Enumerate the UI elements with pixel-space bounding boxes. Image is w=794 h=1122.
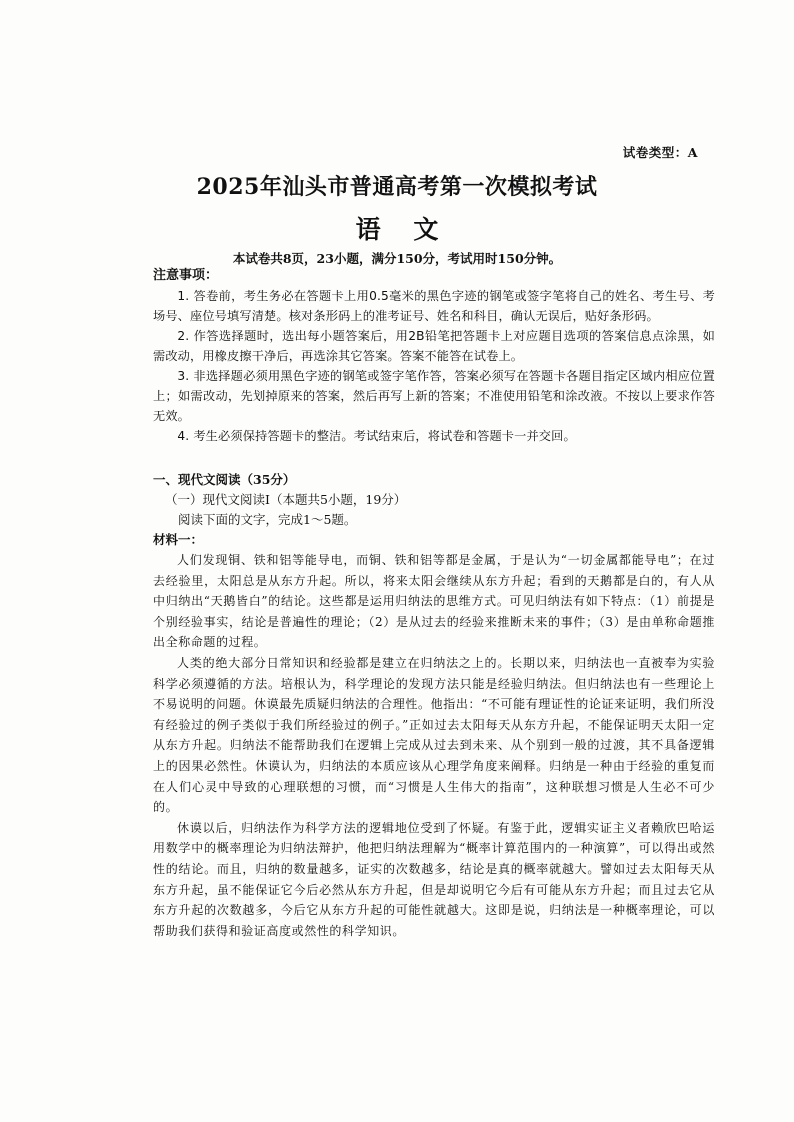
exam-title: 2025年汕头市普通高考第一次模拟考试 (196, 174, 598, 200)
notice-item: 2. 作答选择题时，选出每小题答案后，用2B铅笔把答题卡上对应题目选项的答案信息点涂黑，如需改动，用橡皮擦干净后，再选涂其它答案。答案不能答在试卷上。 (153, 329, 715, 363)
paper-type-label: 试卷类型：A (622, 145, 698, 160)
exam-info: 本试卷共8页，23小题，满分150分，考试用时150分钟。 (232, 251, 562, 266)
notice-item: 4. 考生必须保持答题卡的整洁。考试结束后，将试卷和答题卡一并交回。 (177, 429, 576, 443)
section-spacer (153, 446, 715, 470)
material-label: 材料一： (153, 532, 204, 547)
subject-title: 语 文 (355, 215, 451, 244)
notice-item: 3. 非选择题必须用黑色字迹的钢笔或签字笔作答，答案必须写在答题卡各题目指定区域内相应位置上；如需改动，先划掉原来的答案，然后再写上新的答案；不准使用铅笔和涂改液。不按以上要求作答无效。 (153, 369, 715, 423)
material-paragraph: 人们发现铜、铁和铝等能导电，而铜、铁和铝等都是金属，于是认为“一切金属都能导电”；在过去经验里，太阳总是从东方升起。所以，将来太阳会继续从东方升起；看到的天鹅都是白的，有人从中归纳出“天鹅皆白”的结论。这些都是运用归纳法的思维方式。可见归纳法有如下特点：（1）前提是个别经验事实，结论是普遍性的理论；（2）是从过去的经验来推断未来的事件；（3）是由单称命题推出全称命题的过程。 (153, 553, 715, 650)
page-content (153, 266, 715, 941)
material-paragraph: 人类的绝大部分日常知识和经验都是建立在归纳法之上的。长期以来，归纳法也一直被奉为实验科学必须遵循的方法。培根认为，科学理论的发现方法只能是经验归纳法。但归纳法也有一些理论上不易说明的问题。休谟最先质疑归纳法的合理性。他指出：“不可能有理证性的论证来证明，我们所没有经验过的例子类似于我们所经验过的例子。”正如过去太阳每天从东方升起，不能保证明天太阳一定从东方升起。归纳法不能帮助我们在逻辑上完成从过去到未来、从个别到一般的过渡，其不具备逻辑上的因果必然性。休谟认为，归纳法的本质应该从心理学角度来阐释。归纳是一种由于经验的重复而在人们心灵中导致的心理联想的习惯，而“习惯是人生伟大的指南”，这种联想习惯是人生必不可少的。 (153, 655, 715, 815)
notice-item: 1. 答卷前，考生务必在答题卡上用0.5毫米的黑色字迹的钢笔或签字笔将自己的姓名、考生号、考场号、座位号填写清楚。核对条形码上的准考证号、姓名和科目，确认无误后，贴好条形码。 (153, 289, 715, 323)
material-paragraph: 休谟以后，归纳法作为科学方法的逻辑地位受到了怀疑。有鉴于此，逻辑实证主义者赖欣巴哈运用数学中的概率理论为归纳法辩护，他把归纳法理解为“概率计算范围内的一种演算”，可以得出或然性的结论。而且，归纳的数量越多，证实的次数越多，结论是真的概率就越大。譬如过去太阳每天从东方升起，虽不能保证它今后必然从东方升起，但是却说明它今后有可能从东方升起；而且过去它从东方升起的次数越多，今后它从东方升起的可能性就越大。这即是说，归纳法是一种概率理论，可以帮助我们获得和验证高度或然性的科学知识。 (153, 820, 715, 938)
notice-list (153, 286, 715, 446)
material-text (153, 550, 715, 941)
section-title: 一、现代文阅读（35分） (153, 472, 296, 487)
subsection-title: （一）现代文阅读Ⅰ（本题共5小题，19分） (165, 492, 407, 507)
notice-title: 注意事项： (153, 268, 219, 283)
reading-instruction: 阅读下面的文字，完成1～5题。 (178, 512, 357, 527)
